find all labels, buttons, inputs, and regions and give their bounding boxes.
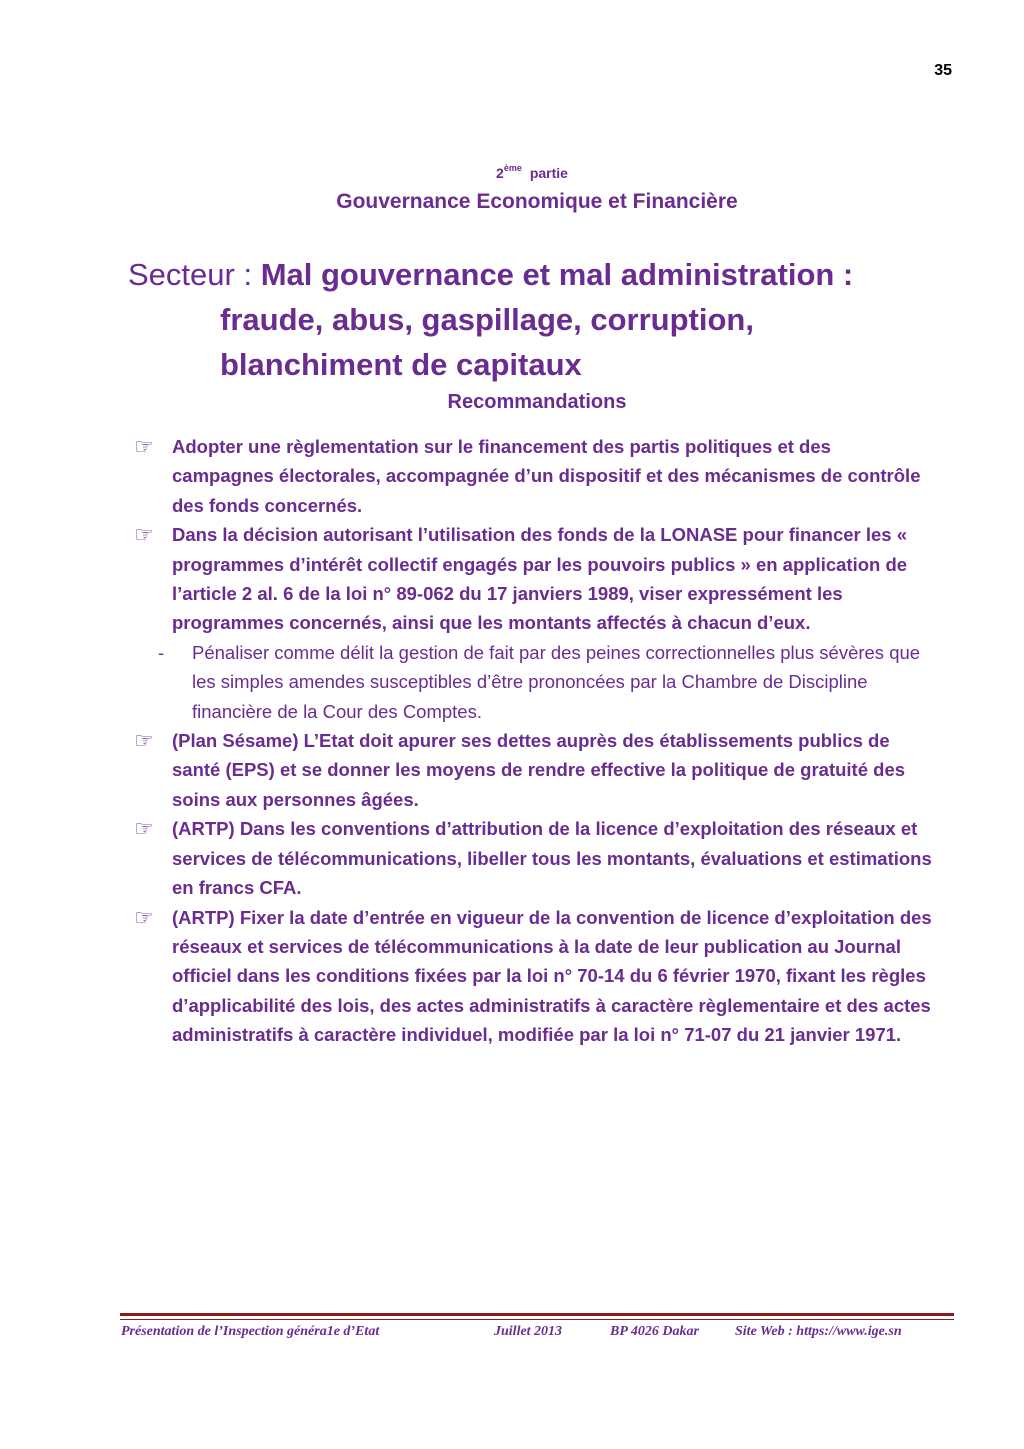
sector-prefix: Secteur : [128,257,261,292]
page-number: 35 [934,62,952,79]
footer-presentation: Présentation de l’Inspection généra1e d’Etat [121,1324,380,1339]
sub-item-text: Pénaliser comme délit la gestion de fait par des peines correctionnelles plus sévères que les simples amendes susceptibles d’être prononcées par la Chambre de Discipline financière de la Cour des Comptes. [192,641,921,722]
pointing-hand-icon: ☞ [134,904,154,930]
recommendation-text: (Plan Sésame) L’Etat doit apurer ses dettes auprès des établissements publics de santé (EPS) et se donner les moyens de rendre effective la politique de gratuité des soins aux personnes âgées. [172,730,906,810]
recommendation-item [134,520,934,638]
part-number: 2 [496,165,504,181]
recommendation-text: (ARTP) Fixer la date d’entrée en vigueur de la convention de licence d’exploitation des réseaux et services de télécommunications à la date de leur publication au Journal officiel dans les conditions fixées par la loi n° 70-14 du 6 février 1970, fixant les règles d’applicabilité des lois, des actes administratifs à caractère règlementaire et des actes administratifs à caractère individuel, modifiée par la loi n° 71-07 du 21 janvier 1971. [172,906,932,1046]
footer-site: Site Web : https://www.ige.sn [735,1324,902,1339]
recommendation-item [134,432,934,520]
recommendation-item [134,726,934,814]
pointing-hand-icon: ☞ [134,728,154,754]
sector-heading [128,252,948,387]
footer-date: Juillet 2013 [494,1324,563,1339]
part-title: Gouvernance Economique et Financière [336,190,738,213]
recommendation-item [134,903,934,1050]
part-ordinal: ème [503,163,522,173]
footer-divider [120,1313,954,1320]
part-word: partie [529,165,568,181]
recommendation-sub-item [134,638,934,726]
sector-line-1: Mal gouvernance et mal administration : [260,257,854,292]
footer-address: BP 4026 Dakar [610,1324,699,1339]
recommendation-item [134,814,934,902]
recommendations-heading: Recommandations [447,391,627,413]
recommendations-list [134,432,934,1050]
part-label [0,163,1024,181]
recommendation-text: (ARTP) Dans les conventions d’attribution de la licence d’exploitation des réseaux et services de télécommunications, libeller tous les montants, évaluations et estimations en francs CFA. [172,818,932,899]
recommendation-text: Adopter une règlementation sur le financement des partis politiques et des campagnes électorales, accompagnée d’un dispositif et des mécanismes de contrôle des fonds concernés. [172,436,921,516]
sector-line-3: blanchiment de capitaux [220,347,582,382]
pointing-hand-icon: ☞ [134,522,154,548]
pointing-hand-icon: ☞ [134,434,154,459]
dash-bullet: - [158,641,165,663]
recommendation-text: Dans la décision autorisant l’utilisation des fonds de la LONASE pour financer les « programmes d’intérêt collectif engagés par les pouvoirs publics » en application de l’article 2 al. 6 de la loi n° 89-062 du 17 janviers 1989, viser expressément les programmes concernés, ainsi que les montants affectés à chacun d’eux. [172,524,908,634]
pointing-hand-icon: ☞ [134,816,154,842]
sector-line-2: fraude, abus, gaspillage, corruption, [220,302,754,337]
